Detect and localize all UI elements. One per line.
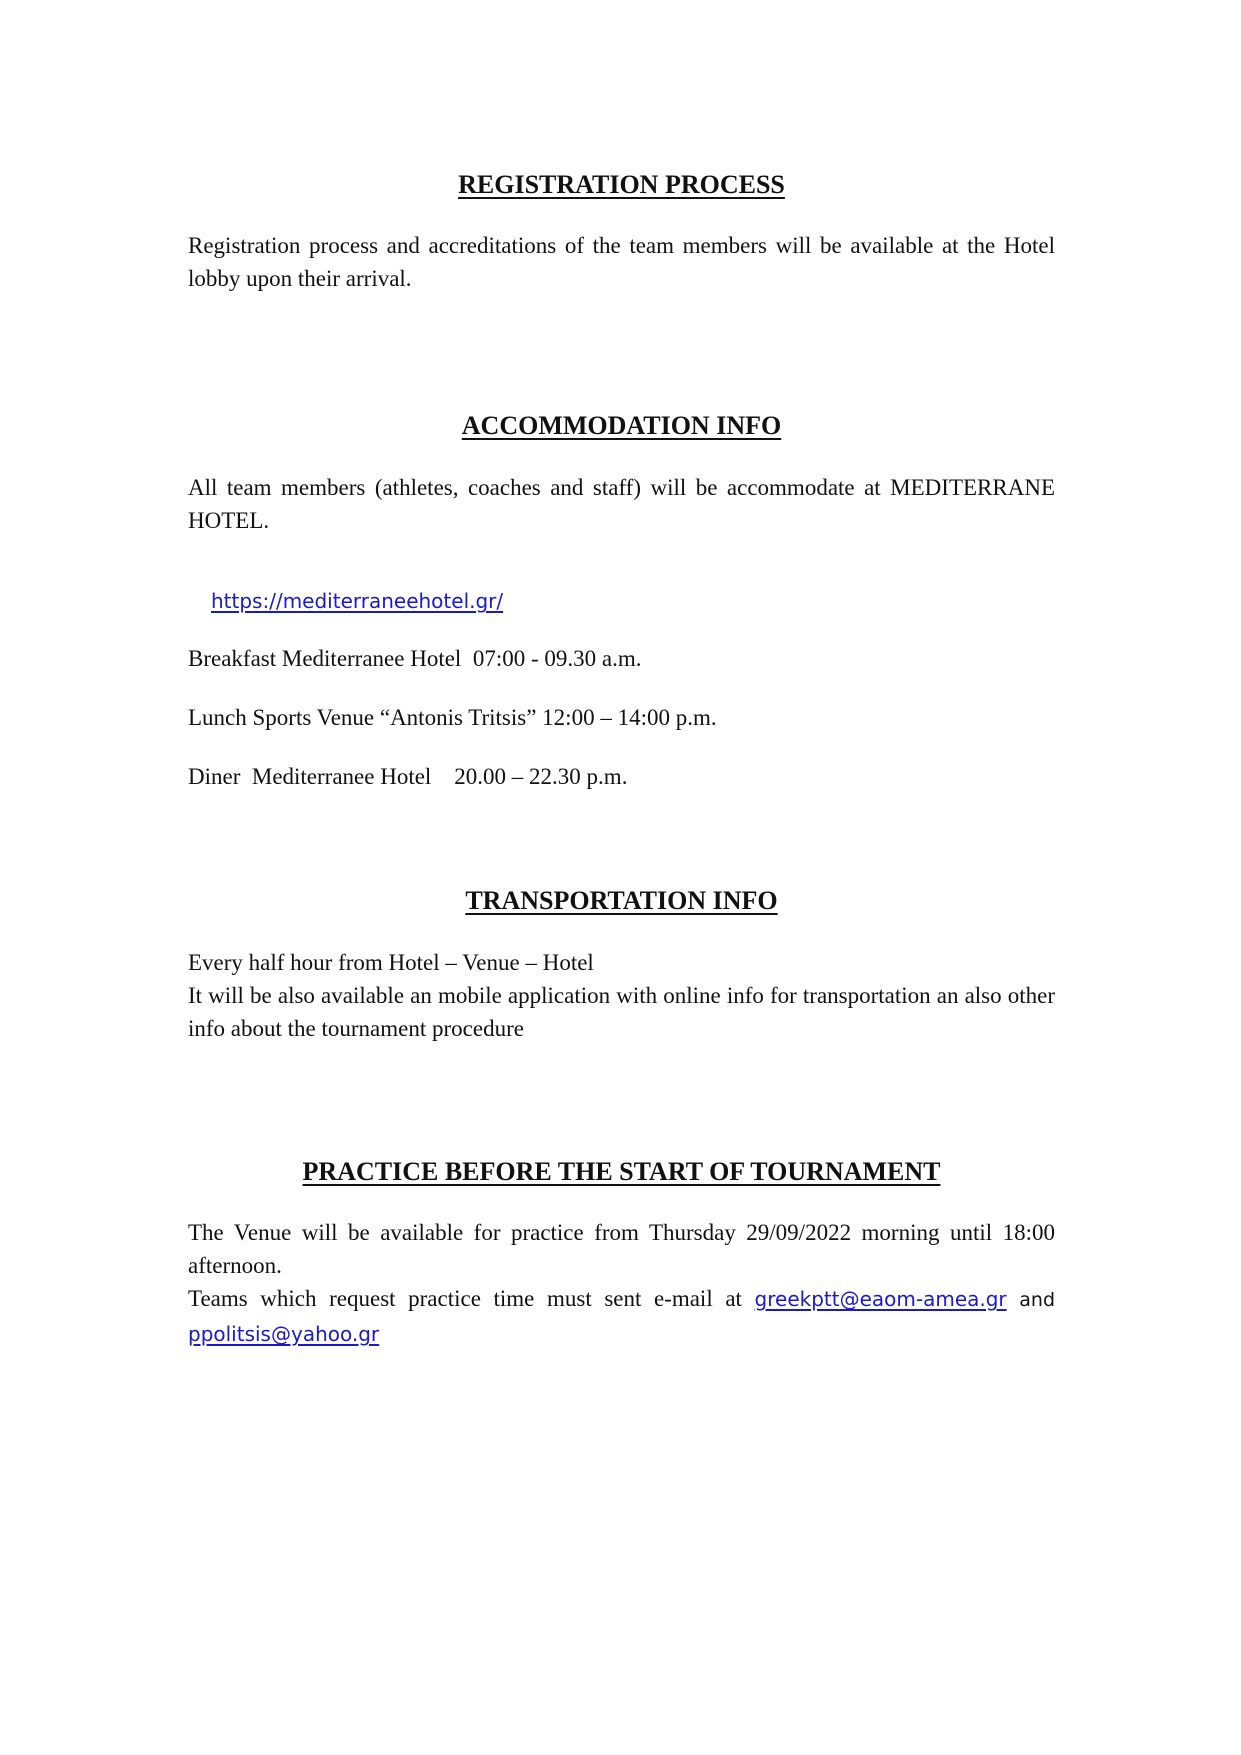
practice-request	[188, 1282, 1055, 1317]
accommodation-heading: ACCOMMODATION INFO	[461, 411, 782, 440]
and-word: and	[1019, 1289, 1056, 1311]
transportation-line1: Every half hour from Hotel – Venue – Hotel	[188, 950, 594, 975]
practice-section	[188, 1216, 1055, 1351]
accommodation-text: All team members (athletes, coaches and staff) will be accommodate at MEDITERRANE HOTEL.	[188, 475, 1055, 533]
hotel-link-container	[188, 562, 503, 640]
email-link-ppolitsis[interactable]: ppolitsis@yahoo.gr	[188, 1322, 380, 1346]
transportation-section	[188, 946, 1055, 1045]
transportation-text: It will be also available an mobile application with online info for transportation an also other info about the tournament procedure	[188, 983, 1055, 1041]
lunch-line: Lunch Sports Venue “Antonis Tritsis” 12:00 – 14:00 p.m.	[188, 705, 717, 730]
practice-heading: PRACTICE BEFORE THE START OF TOURNAMENT	[302, 1157, 941, 1186]
breakfast-line: Breakfast Mediterranee Hotel 07:00 - 09.30 a.m.	[188, 646, 642, 671]
practice-request-prefix: Teams which request practice time must sent e-mail at	[188, 1286, 742, 1311]
accommodation-section	[188, 471, 1055, 537]
registration-heading: REGISTRATION PROCESS	[458, 170, 785, 199]
practice-email2-line	[188, 1317, 1055, 1351]
registration-section	[188, 229, 1055, 295]
transportation-heading: TRANSPORTATION INFO	[465, 886, 778, 915]
hotel-link[interactable]: https://mediterraneehotel.gr/	[211, 589, 504, 613]
practice-text: The Venue will be available for practice from Thursday 29/09/2022 morning until 18:00 afternoon.	[188, 1220, 1055, 1278]
registration-text: Registration process and accreditations of the team members will be available at the Hotel lobby upon their arrival.	[188, 233, 1055, 291]
email-link-greekptt[interactable]: greekptt@eaom-amea.gr	[754, 1287, 1007, 1311]
dinner-line: Diner Mediterranee Hotel 20.00 – 22.30 p.m.	[188, 764, 628, 789]
